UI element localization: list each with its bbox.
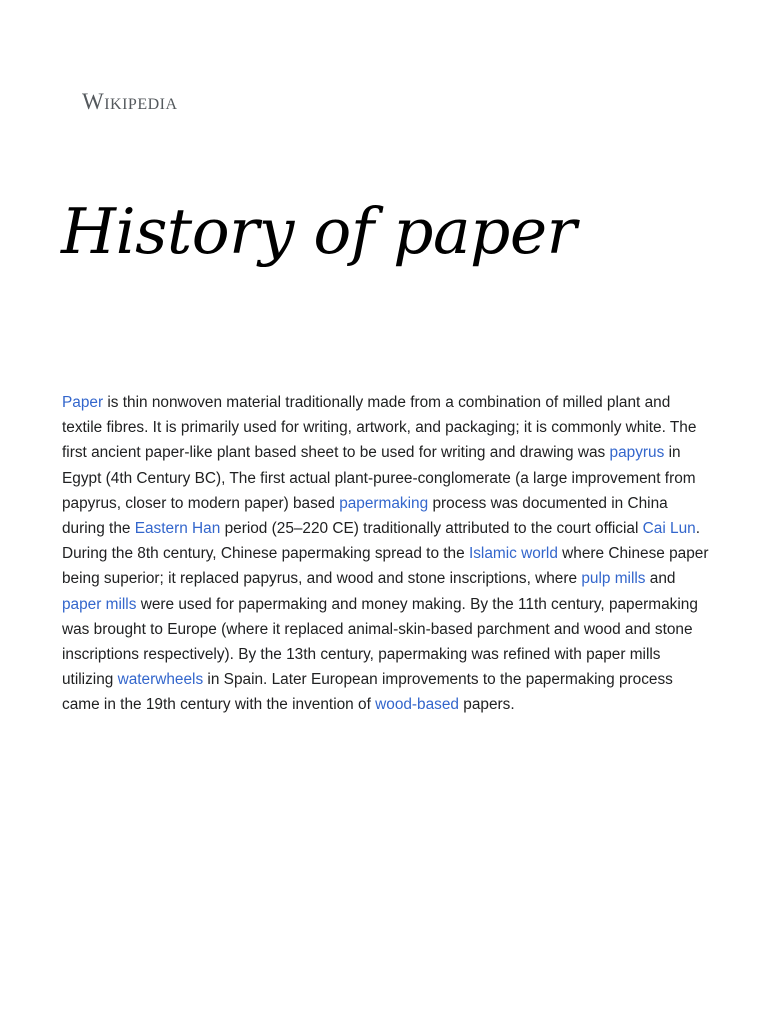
- article-paragraph: [62, 390, 710, 718]
- link-islamic-world[interactable]: Islamic world: [468, 545, 558, 563]
- paragraph-text: in Spain. Later European improvements to the papermaking process came in the 19th century with the invention of: [62, 671, 673, 714]
- link-cai-lun[interactable]: Cai Lun: [642, 520, 696, 538]
- link-papermaking[interactable]: papermaking: [339, 494, 429, 512]
- paragraph-text: papers.: [459, 696, 515, 714]
- paragraph-text: where Chinese paper being superior; it replaced papyrus, and wood and stone inscriptions, where: [62, 545, 709, 588]
- paragraph-text: period (25–220 CE) traditionally attributed to the court official: [220, 520, 643, 538]
- link-eastern-han[interactable]: Eastern Han: [134, 520, 221, 538]
- link-paper[interactable]: Paper: [62, 394, 104, 411]
- link-paper-mills[interactable]: paper mills: [62, 595, 137, 613]
- paragraph-text: and: [645, 570, 676, 588]
- link-wood-based[interactable]: wood-based: [375, 696, 459, 714]
- paragraph-text: . During the 8th century, Chinese papermaking spread to the: [62, 520, 700, 563]
- paragraph-text: is thin nonwoven material traditionally made from a combination of milled plant and textile fibres. It is primarily used for writing, artwork, and packaging; it is commonly white. The first ancient paper-like plant based sheet to be used for writing and drawing was: [62, 394, 697, 462]
- link-waterwheels[interactable]: waterwheels: [117, 671, 204, 689]
- link-pulp-mills[interactable]: pulp mills: [581, 570, 646, 588]
- paragraph-text: process was documented in China during the: [62, 494, 668, 538]
- wikipedia-logo[interactable]: Wikipedia: [82, 89, 178, 114]
- paragraph-text: were used for papermaking and money making. By the 11th century, papermaking was brought to Europe (where it replaced animal-skin-based parchment and wood and stone inscriptions respectively). By the 13th century, papermaking was refined with paper mills utilizing: [62, 595, 698, 689]
- paragraph-text: in Egypt (4th Century BC), The first actual plant-puree-conglomerate (a large improvement from papyrus, closer to modern paper) based: [62, 444, 696, 512]
- link-papyrus[interactable]: papyrus: [609, 444, 665, 462]
- page-title: History of paper: [61, 195, 577, 268]
